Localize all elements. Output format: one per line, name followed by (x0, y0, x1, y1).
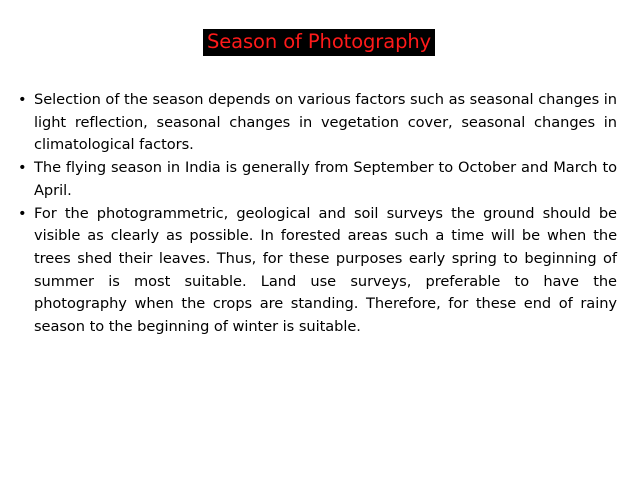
bullet-item (18, 157, 617, 202)
bullet-list (18, 89, 617, 339)
bullet-icon: • (18, 159, 27, 177)
slide-title: Season of Photography (203, 29, 435, 56)
bullet-text: The flying season in India is generally from September to October and March to April. (34, 159, 617, 199)
bullet-icon: • (18, 91, 27, 108)
bullet-item (18, 89, 617, 157)
bullet-text: For the photogrammetric, geological and soil surveys the ground should be visible as clearly as possible. In forested areas such a time will be when the trees shed their leaves. Thus, for these purposes early spring to beginning of summer is most suitable. Land use surveys, preferable to have the photography when the crops are standing. Therefore, for these end of rainy season to the beginning of winter is suitable. (34, 204, 617, 336)
title-container (0, 29, 638, 56)
bullet-text: Selection of the season depends on various factors such as seasonal changes in light reflection, seasonal changes in vegetation cover, seasonal changes in climatological factors. (34, 91, 617, 154)
bullet-icon: • (18, 204, 27, 222)
bullet-item (18, 203, 617, 339)
